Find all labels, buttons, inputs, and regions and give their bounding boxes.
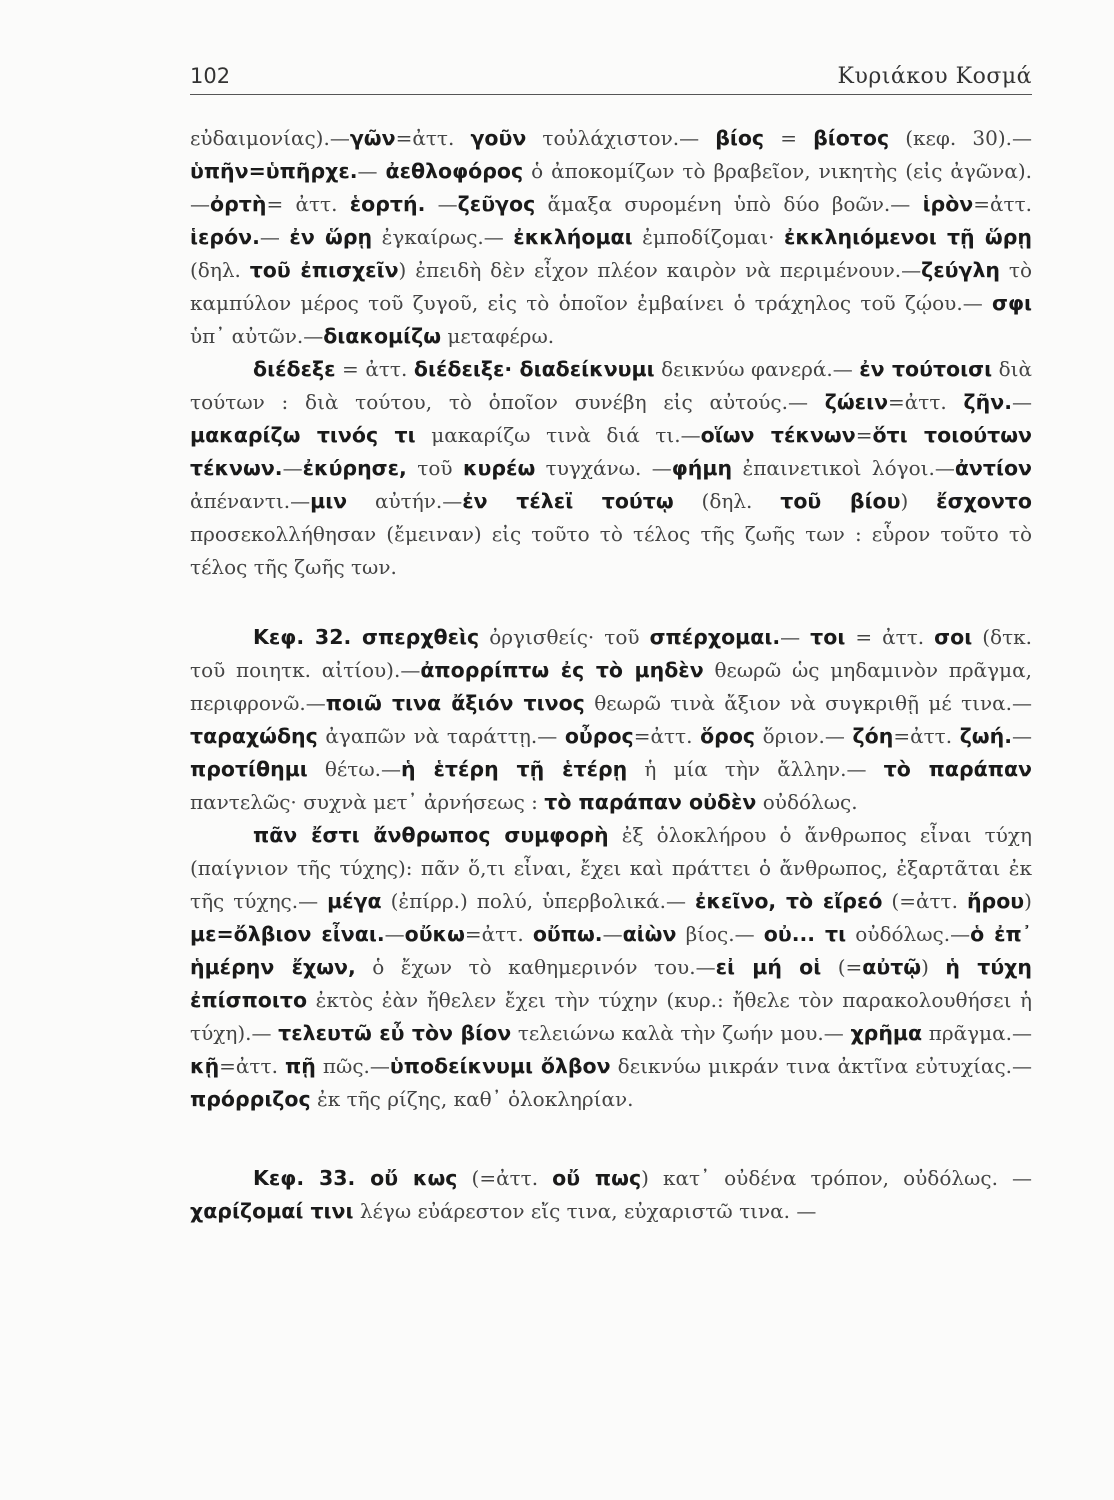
lemma-headword: ἐν ὥρῃ [289, 225, 373, 249]
page-number: 102 [190, 64, 231, 88]
lemma-headword: οὔπω. [532, 922, 603, 946]
lemma-headword: ποιῶ τινα ἄξιόν τινος [325, 691, 585, 715]
lemma-headword: διακομίζω [323, 324, 442, 348]
lemma-headword: τοῦ βίου [780, 489, 901, 513]
running-title: Κυριάκου Κοσμά [837, 64, 1032, 89]
lemma-headword: ὅτι τοιούτων τέκνων. [190, 423, 1032, 480]
paragraph: διέδεξε = ἀττ. διέδειξε· διαδείκνυμι δεικνύω φανερά.— ἐν τούτοισι διὰ τούτων : διὰ τούτου, τὸ ὁποῖον συνέβη εἰς αὐτούς.— ζώειν=ἀττ. ζῆν.—μακαρίζω τινός τι μακαρίζω τινὰ διά τι.—οἵων τέκνων=ὅτι τοιούτων τέκνων.—ἐκύρησε, τοῦ κυρέω τυγχάνω. —φήμη ἐπαινετικοὶ λόγοι.—ἀντίον ἀπέναντι.—μιν αὐτήν.—ἐν τέλεϊ τούτῳ (δηλ. τοῦ βίου) ἔσχοντο προσεκολλήθησαν (ἔμειναν) εἰς τοῦτο τὸ τέλος τῆς ζωῆς των : εὗρον τοῦτο τὸ τέλος τῆς ζωῆς των. [190, 357, 1033, 579]
lemma-headword: ἑορτή. [349, 192, 426, 216]
lemma-headword: τοῦ ἐπισχεῖν [249, 258, 399, 282]
lemma-headword: μακαρίζω τινός τι [190, 423, 416, 447]
lemma-headword: ἤρου [966, 889, 1025, 913]
lemma-headword: ζωή. [959, 724, 1012, 748]
lemma-headword: γοῦν [470, 126, 527, 150]
lemma-headword: ἐκκληιόμενοι τῇ ὥρῃ [784, 225, 1032, 249]
lemma-headword: Κεφ. 32. σπερχθεὶς [253, 625, 480, 649]
lemma-headword: ἐν τούτοισι [859, 357, 993, 381]
lemma-headword: ὁ ἐπ᾿ ἡμέρην ἔχων, [190, 922, 1033, 979]
lemma-headword: ἀπορρίπτω ἐς τὸ μηδὲν [420, 658, 704, 682]
lemma-headword: Κεφ. 33. οὔ κως [253, 1166, 458, 1190]
lemma-headword: διέδεξε [253, 357, 336, 381]
paragraph: πᾶν ἔστι ἄνθρωπος συμφορὴ ἐξ ὁλοκλήρου ὁ ἄνθρωπος εἶναι τύχη (παίγνιον τῆς τύχης): πᾶν ὅ,τι εἶναι, ἔχει καὶ πράττει ὁ ἄνθρωπος, ἐξαρτᾶται ἐκ τῆς τύχης.— μέγα (ἐπίρρ.) πολύ, ὑπερβολικά.— ἐκεῖνο, τὸ εἴρεό (=ἀττ. ἤρου) με=ὄλβιον εἶναι.—οὔκω=ἀττ. οὔπω.—αἰὼν βίος.— οὐ... τι οὐδόλως.—ὁ ἐπ᾿ ἡμέρην ἔχων, ὁ ἔχων τὸ καθημερινόν του.—εἰ μή οἱ (=αὐτῷ) ἡ τύχη ἐπίσποιτο ἐκτὸς ἐὰν ἤθελεν ἔχει τὴν τύχην (κυρ.: ἤθελε τὸν παρακολουθήσει ἡ τύχη).— τελευτῶ εὖ τὸν βίον τελειώνω καλὰ τὴν ζωήν μου.— χρῆμα πρᾶγμα.—κῇ=ἀττ. πῇ πῶς.—ὑποδείκνυμι ὄλβον δεικνύω μικράν τινα ἀκτῖνα εὐτυχίας.—πρόρριζος ἐκ τῆς ρίζης, καθ᾿ ὁλοκληρίαν. [190, 823, 1033, 1111]
lemma-headword: αὐτῷ [862, 955, 922, 979]
lemma-headword: οἵων τέκνων [700, 423, 856, 447]
lemma-headword: ἐκύρησε, [302, 456, 407, 480]
lemma-headword: φήμη [671, 456, 733, 480]
lemma-headword: βίοτος [813, 126, 890, 150]
lemma-headword: προτίθημι [190, 757, 308, 781]
lemma-headword: ἐκεῖνο, τὸ εἴρεό [695, 889, 883, 913]
lemma-headword: ἱρὸν [922, 192, 974, 216]
lemma-headword: τοι [810, 625, 846, 649]
lemma-headword: τελευτῶ εὖ τὸν βίον [278, 1021, 512, 1045]
lemma-headword: σοι [934, 625, 973, 649]
lemma-headword: ὑποδείκνυμι ὄλβον [389, 1054, 611, 1078]
chapter-32-paragraph: Κεφ. 32. σπερχθεὶς ὀργισθείς· τοῦ σπέρχομαι.— τοι = ἀττ. σοι (δτκ. τοῦ ποιητκ. αἰτίου).—ἀπορρίπτω ἐς τὸ μηδὲν θεωρῶ ὡς μηδαμινὸν πρᾶγμα, περιφρονῶ.—ποιῶ τινα ἄξιόν τινος θεωρῶ τινὰ ἄξιον νὰ συγκριθῇ μέ τινα.—ταραχώδης ἀγαπῶν νὰ ταράττῃ.— οὖρος=ἀττ. ὅρος ὅριον.— ζόη=ἀττ. ζωή.— προτίθημι θέτω.—ἡ ἑτέρη τῇ ἑτέρῃ ἡ μία τὴν ἄλλην.— τὸ παράπαν παντελῶς· συχνὰ μετ᾿ ἀρνήσεως : τὸ παράπαν οὐδὲν οὐδόλως. [190, 625, 1033, 814]
lemma-headword: οὐ... τι [763, 922, 847, 946]
lemma-headword: ἐκκλήομαι [513, 225, 633, 249]
lemma-headword: τὸ παράπαν οὐδὲν [544, 790, 757, 814]
lemma-headword: ζεύγλη [921, 258, 1001, 282]
running-head [190, 62, 1032, 95]
lemma-headword: ὑπῆν=ὑπῆρχε. [190, 159, 358, 183]
lemma-headword: κυρέω [462, 456, 536, 480]
lemma-headword: σπέρχομαι. [649, 625, 781, 649]
lemma-headword: ἀντίον [954, 456, 1032, 480]
lemma-headword: κῇ [190, 1054, 220, 1078]
lemma-headword: αἰὼν [622, 922, 677, 946]
chapter-33-paragraph: Κεφ. 33. οὔ κως (=ἀττ. οὔ πως) κατ᾿ οὐδένα τρόπον, οὐδόλως. — χαρίζομαί τινι λέγω εὐάρεστον εἴς τινα, εὐχαριστῶ τινα. — [190, 1166, 1032, 1223]
lemma-headword: ἡ ἑτέρη τῇ ἑτέρῃ [401, 757, 628, 781]
lemma-headword: γῶν [349, 126, 396, 150]
lemma-headword: ἐν τέλεϊ τούτῳ [462, 489, 674, 513]
lemma-headword: ἡ τύχη ἐπίσποιτο [190, 955, 1032, 1012]
lemma-headword: τὸ παράπαν [883, 757, 1033, 781]
lemma-headword: ζόη [852, 724, 894, 748]
lemma-headword: διέδειξε· διαδείκνυμι [413, 357, 655, 381]
lemma-headword: ἱερόν. [190, 225, 260, 249]
commentary-text [190, 122, 1032, 1228]
lemma-headword: ἀεθλοφόρος [385, 159, 524, 183]
lemma-headword: ἔσχοντο [936, 489, 1032, 513]
lemma-headword: ζῆν. [963, 390, 1013, 414]
lemma-headword: ὀρτὴ [210, 192, 267, 216]
lemma-headword: πρόρριζος [190, 1087, 311, 1111]
lemma-headword: μιν [310, 489, 348, 513]
lemma-headword: οὔκω [404, 922, 465, 946]
lemma-headword: οὔ πως [552, 1166, 642, 1190]
lemma-headword: χρῆμα [850, 1021, 923, 1045]
lemma-headword: ζώειν [824, 390, 889, 414]
paragraph: εὐδαιμονίας).—γῶν=ἀττ. γοῦν τοὐλάχιστον.— βίος = βίοτος (κεφ. 30).— ὑπῆν=ὑπῆρχε.— ἀεθλοφόρος ὁ ἀποκομίζων τὸ βραβεῖον, νικητὴς (εἰς ἀγῶνα).—ὀρτὴ= ἀττ. ἑορτή. —ζεῦγος ἅμαξα συρομένη ὑπὸ δύο βοῶν.— ἱρὸν=ἀττ. ἱερόν.— ἐν ὥρῃ ἐγκαίρως.— ἐκκλήομαι ἐμποδίζομαι· ἐκκληιόμενοι τῇ ὥρῃ (δηλ. τοῦ ἐπισχεῖν) ἐπειδὴ δὲν εἶχον πλέον καιρὸν νὰ περιμένουν.—ζεύγλη τὸ καμπύλον μέρος τοῦ ζυγοῦ, εἰς τὸ ὁποῖον ἐμβαίνει ὁ τράχηλος τοῦ ζῴου.— σφι ὑπ᾿ αὐτῶν.—διακομίζω μεταφέρω. [190, 126, 1033, 348]
lemma-headword: ὅρος [700, 724, 756, 748]
lemma-headword: πᾶν ἔστι ἄνθρωπος συμφορὴ [253, 823, 609, 847]
lemma-headword: ζεῦγος [457, 192, 536, 216]
lemma-headword: σφι [992, 291, 1032, 315]
lemma-headword: βίος [715, 126, 765, 150]
lemma-headword: μέγα [327, 889, 382, 913]
lemma-headword: χαρίζομαί τινι [190, 1199, 354, 1223]
lemma-headword: οὖρος [564, 724, 634, 748]
lemma-headword: εἰ μή οἱ [715, 955, 822, 979]
lemma-headword: ταραχώδης [190, 724, 318, 748]
lemma-headword: με=ὄλβιον εἶναι. [190, 922, 385, 946]
lemma-headword: πῇ [285, 1054, 316, 1078]
